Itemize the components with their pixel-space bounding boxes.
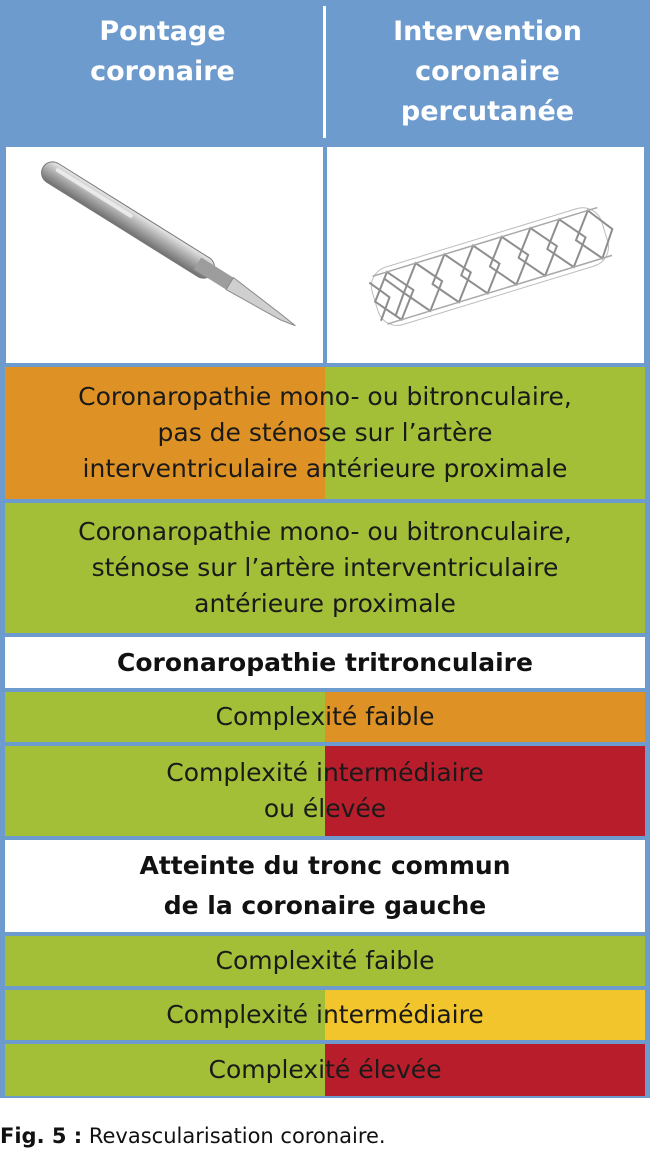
section-tronc-commun xyxy=(0,838,650,934)
caption-label: Fig. 5 : xyxy=(0,1124,83,1148)
section-tritronculaire xyxy=(0,635,650,690)
caption-text: Revascularisation coronaire. xyxy=(82,1124,386,1148)
row-tri-faible xyxy=(0,690,650,744)
row-tc-faible xyxy=(0,934,650,988)
image-row xyxy=(0,143,650,365)
row-label: Complexité élevée xyxy=(208,1055,442,1084)
stent-icon xyxy=(327,147,644,363)
row-tc-intermediaire xyxy=(0,988,650,1042)
header-intervention: Intervention coronaire percutanée xyxy=(393,16,582,127)
row-label: Complexité faible xyxy=(215,702,435,731)
row-label: Complexité intermédiaire ou élevée xyxy=(166,758,484,823)
row-label: Complexité faible xyxy=(215,946,435,975)
section-title: Atteinte du tronc commun de la coronaire gauche xyxy=(139,851,511,920)
row-tc-elevee xyxy=(0,1042,650,1098)
table-header xyxy=(0,0,650,143)
figure-caption xyxy=(0,1124,386,1148)
row-tri-intermediaire-elevee xyxy=(0,744,650,838)
row-mono-bi-no-ivа xyxy=(0,365,650,501)
header-pontage: Pontage coronaire xyxy=(90,16,235,87)
stent-cell xyxy=(327,147,644,363)
row-label: Coronaropathie mono- ou bitronculaire, sténose sur l’artère interventriculaire antérieure proximale xyxy=(78,517,572,618)
row-label: Complexité intermédiaire xyxy=(166,1000,484,1029)
scalpel-cell xyxy=(6,147,323,363)
row-mono-bi-iva xyxy=(0,501,650,635)
section-title: Coronaropathie tritronculaire xyxy=(117,647,533,677)
scalpel-icon xyxy=(6,147,323,363)
row-label: Coronaropathie mono- ou bitronculaire, pas de sténose sur l’artère interventriculaire antérieure proximale xyxy=(78,382,572,483)
